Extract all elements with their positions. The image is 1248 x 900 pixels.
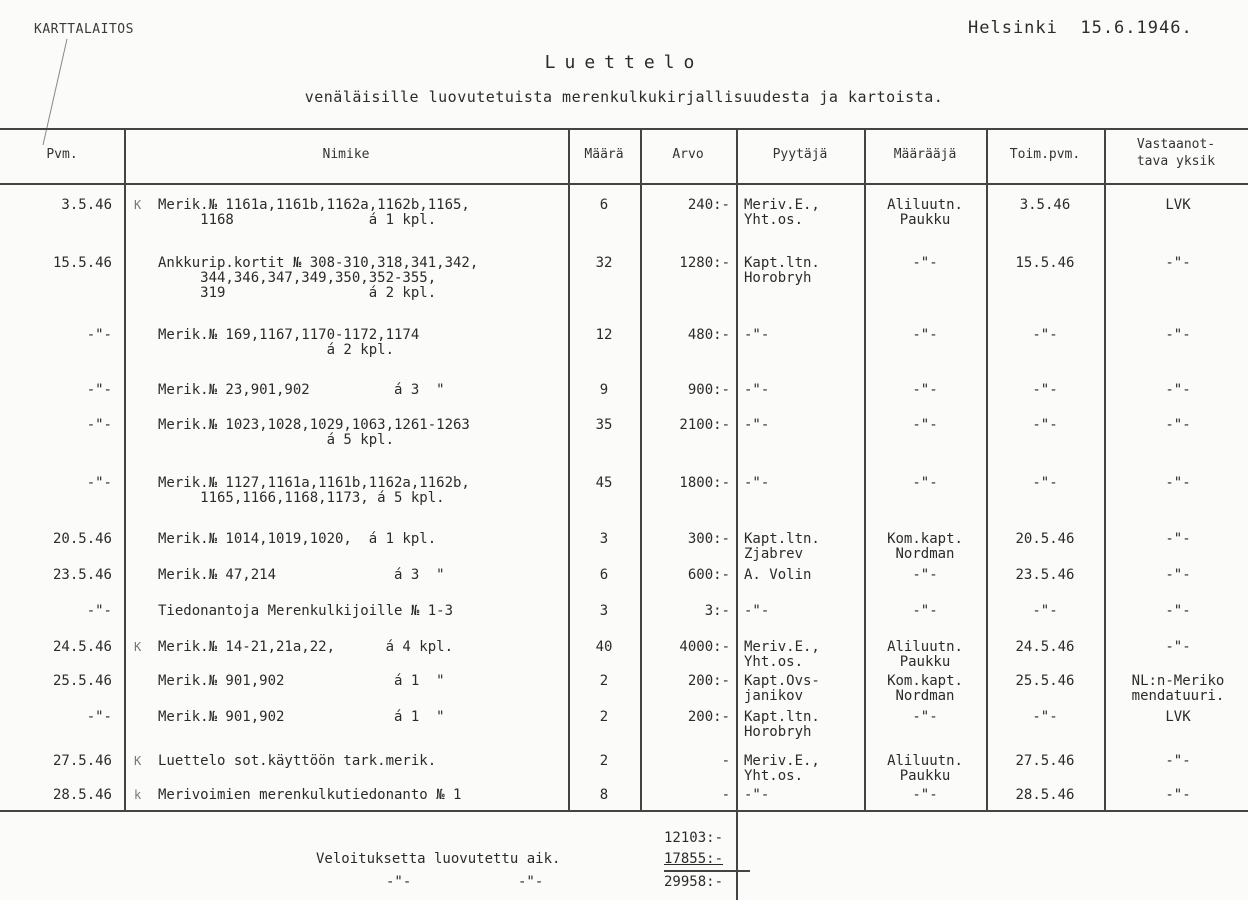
row-requester: Meriv.E., Yht.os.	[744, 753, 820, 784]
row-receiver: -"-	[1165, 639, 1191, 655]
row-orderer: Aliluutn. Paukku	[887, 753, 963, 784]
row-orderer: -"-	[912, 417, 938, 433]
row-value: 900:-	[687, 382, 730, 398]
check-mark: K	[134, 198, 142, 212]
row-date: -"-	[86, 603, 112, 619]
row-delivery-date: 28.5.46	[1015, 787, 1075, 803]
row-receiver: LVK	[1165, 197, 1191, 213]
row-date: 25.5.46	[52, 673, 112, 689]
grand-total-value: 29958:-	[664, 874, 724, 890]
row-title: Merik.№ 23,901,902 á 3 "	[158, 382, 445, 398]
row-quantity: 12	[595, 327, 613, 343]
row-delivery-date: 20.5.46	[1015, 531, 1075, 547]
row-quantity: 40	[595, 639, 613, 655]
row-delivery-date: 27.5.46	[1015, 753, 1075, 769]
header-title: Nimike	[322, 147, 370, 162]
row-title: Merik.№ 901,902 á 1 "	[158, 673, 445, 689]
row-quantity: 35	[595, 417, 613, 433]
row-receiver: -"-	[1165, 417, 1191, 433]
row-requester: -"-	[744, 382, 770, 398]
row-orderer: Kom.kapt. Nordman	[887, 531, 963, 562]
row-date: 23.5.46	[52, 567, 112, 583]
row-quantity: 45	[595, 475, 613, 491]
row-quantity: 3	[599, 603, 609, 619]
row-orderer: -"-	[912, 475, 938, 491]
row-receiver: LVK	[1165, 709, 1191, 725]
row-orderer: -"-	[912, 327, 938, 343]
ditto-mark: -"-	[386, 874, 412, 890]
row-delivery-date: -"-	[1032, 417, 1058, 433]
row-requester: -"-	[744, 327, 770, 343]
charged-value: 17855:-	[664, 851, 724, 867]
row-orderer: -"-	[912, 567, 938, 583]
row-title: Merivoimien merenkulkutiedonanto № 1	[158, 787, 462, 803]
row-date: -"-	[86, 709, 112, 725]
row-title: Tiedonantoja Merenkulkijoille № 1-3	[158, 603, 454, 619]
row-delivery-date: 15.5.46	[1015, 255, 1075, 271]
row-title: Merik.№ 1161a,1161b,1162a,1162b,1165, 1168 á 1 kpl.	[158, 197, 470, 228]
row-title: Merik.№ 169,1167,1170-1172,1174 á 2 kpl.	[158, 327, 420, 358]
row-value: -	[721, 753, 730, 769]
row-delivery-date: -"-	[1032, 603, 1058, 619]
row-requester: A. Volin	[744, 567, 812, 583]
ditto-mark: -"-	[518, 874, 544, 890]
row-date: -"-	[86, 475, 112, 491]
header-value: Arvo	[672, 147, 704, 162]
row-delivery-date: -"-	[1032, 709, 1058, 725]
subtotal-value: 12103:-	[664, 830, 724, 846]
row-orderer: Aliluutn. Paukku	[887, 639, 963, 670]
row-date: -"-	[86, 327, 112, 343]
row-delivery-date: 25.5.46	[1015, 673, 1075, 689]
header-requester: Pyytäjä	[772, 147, 828, 162]
row-title: Merik.№ 901,902 á 1 "	[158, 709, 445, 725]
col-divider	[124, 128, 126, 810]
row-title: Ankkurip.kortit № 308-310,318,341,342, 344,346,347,349,350,352-355, 319 á 2 kpl.	[158, 255, 479, 301]
document-subtitle: venäläisille luovutetuista merenkulkukirjallisuudesta ja kartoista.	[304, 88, 944, 106]
row-requester: -"-	[744, 787, 770, 803]
row-orderer: -"-	[912, 709, 938, 725]
document-title: Luettelo	[544, 52, 704, 73]
row-value: 480:-	[687, 327, 730, 343]
table-header-rule	[0, 183, 1248, 185]
row-quantity: 3	[599, 531, 609, 547]
row-orderer: -"-	[912, 787, 938, 803]
row-quantity: 2	[599, 673, 609, 689]
row-orderer: -"-	[912, 382, 938, 398]
row-value: 4000:-	[679, 639, 730, 655]
header-delivery-date: Toim.pvm.	[1009, 147, 1081, 162]
check-mark: k	[134, 788, 142, 802]
row-receiver: -"-	[1165, 475, 1191, 491]
table-top-rule	[0, 128, 1248, 130]
row-orderer: Kom.kapt. Nordman	[887, 673, 963, 704]
row-value: 1800:-	[679, 475, 730, 491]
row-orderer: -"-	[912, 603, 938, 619]
row-date: 28.5.46	[52, 787, 112, 803]
row-quantity: 32	[595, 255, 613, 271]
row-title: Merik.№ 14-21,21a,22, á 4 kpl.	[158, 639, 454, 655]
row-date: 27.5.46	[52, 753, 112, 769]
row-date: 24.5.46	[52, 639, 112, 655]
place-and-date: Helsinki 15.6.1946.	[968, 18, 1193, 38]
row-receiver: -"-	[1165, 787, 1191, 803]
header-quantity: Määrä	[584, 147, 624, 162]
charged-label: Veloituksetta luovutettu aik.	[316, 851, 561, 867]
row-value: 3:-	[704, 603, 730, 619]
row-delivery-date: -"-	[1032, 475, 1058, 491]
row-quantity: 6	[599, 197, 609, 213]
row-date: -"-	[86, 417, 112, 433]
row-title: Luettelo sot.käyttöön tark.merik.	[158, 753, 437, 769]
col-divider	[736, 128, 738, 900]
row-delivery-date: 23.5.46	[1015, 567, 1075, 583]
header-receiver: Vastaanot- tava yksik	[1136, 137, 1216, 169]
row-value: 2100:-	[679, 417, 730, 433]
row-value: 200:-	[687, 709, 730, 725]
row-title: Merik.№ 47,214 á 3 "	[158, 567, 445, 583]
row-requester: Kapt.Ovs- janikov	[744, 673, 820, 704]
header-date: Pvm.	[46, 147, 78, 162]
row-quantity: 9	[599, 382, 609, 398]
row-requester: Kapt.ltn. Zjabrev	[744, 531, 820, 562]
row-requester: Kapt.ltn. Horobryh	[744, 255, 820, 286]
col-divider	[568, 128, 570, 810]
row-value: 600:-	[687, 567, 730, 583]
row-date: 3.5.46	[61, 197, 112, 213]
row-receiver: -"-	[1165, 327, 1191, 343]
col-divider	[640, 128, 642, 810]
row-value: 300:-	[687, 531, 730, 547]
row-receiver: -"-	[1165, 255, 1191, 271]
row-requester: -"-	[744, 417, 770, 433]
row-requester: Kapt.ltn. Horobryh	[744, 709, 820, 740]
row-quantity: 8	[599, 787, 609, 803]
check-mark: K	[134, 640, 142, 654]
row-receiver: -"-	[1165, 531, 1191, 547]
row-date: 15.5.46	[52, 255, 112, 271]
row-receiver: -"-	[1165, 382, 1191, 398]
row-quantity: 2	[599, 709, 609, 725]
row-value: 1280:-	[679, 255, 730, 271]
row-requester: -"-	[744, 475, 770, 491]
row-date: -"-	[86, 382, 112, 398]
inventory-table	[0, 128, 1248, 810]
organization-name: KARTTALAITOS	[34, 22, 134, 37]
row-value: 240:-	[687, 197, 730, 213]
header-orderer: Määrääjä	[893, 147, 957, 162]
row-receiver: -"-	[1165, 567, 1191, 583]
row-value: 200:-	[687, 673, 730, 689]
row-receiver: -"-	[1165, 603, 1191, 619]
col-divider	[864, 128, 866, 810]
row-title: Merik.№ 1023,1028,1029,1063,1261-1263 á 5 kpl.	[158, 417, 470, 448]
row-delivery-date: -"-	[1032, 327, 1058, 343]
row-quantity: 6	[599, 567, 609, 583]
row-orderer: -"-	[912, 255, 938, 271]
row-delivery-date: -"-	[1032, 382, 1058, 398]
check-mark: K	[134, 754, 142, 768]
row-title: Merik.№ 1127,1161a,1161b,1162a,1162b, 1165,1166,1168,1173, á 5 kpl.	[158, 475, 470, 506]
row-receiver: -"-	[1165, 753, 1191, 769]
row-date: 20.5.46	[52, 531, 112, 547]
row-title: Merik.№ 1014,1019,1020, á 1 kpl.	[158, 531, 437, 547]
row-receiver: NL:n-Meriko mendatuuri.	[1131, 673, 1225, 704]
row-requester: Meriv.E., Yht.os.	[744, 197, 820, 228]
row-quantity: 2	[599, 753, 609, 769]
col-divider	[1104, 128, 1106, 810]
row-value: -	[721, 787, 730, 803]
total-rule	[664, 870, 750, 872]
row-requester: -"-	[744, 603, 770, 619]
row-delivery-date: 24.5.46	[1015, 639, 1075, 655]
row-requester: Meriv.E., Yht.os.	[744, 639, 820, 670]
col-divider	[986, 128, 988, 810]
table-bottom-rule	[0, 810, 1248, 812]
row-orderer: Aliluutn. Paukku	[887, 197, 963, 228]
row-delivery-date: 3.5.46	[1019, 197, 1071, 213]
